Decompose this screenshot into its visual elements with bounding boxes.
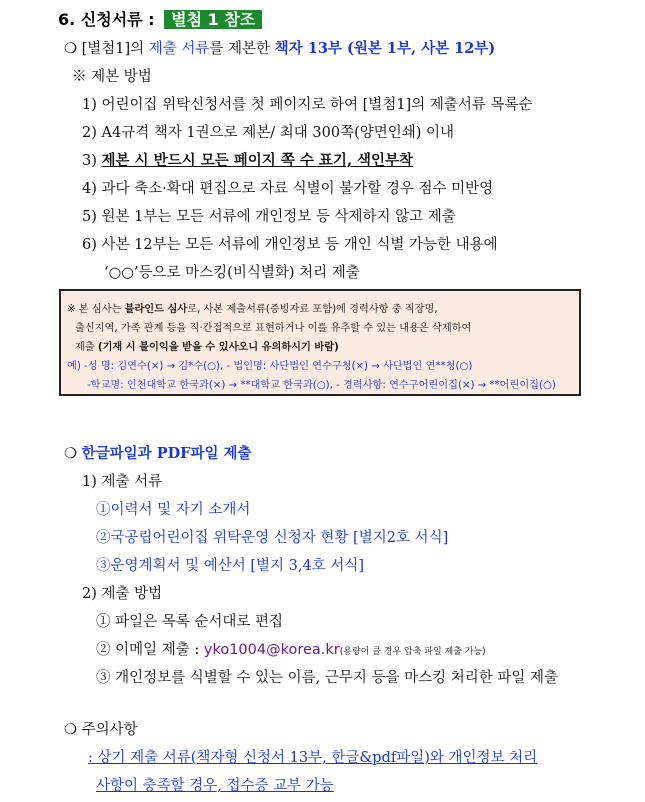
- file-submission-title: 한글파일과 PDF파일 제출: [81, 445, 252, 462]
- lead-text: [별첨1]의: [81, 41, 149, 57]
- binding-method-title: ※ 제본 방법: [72, 69, 152, 85]
- method-item-2: 2) A4규격 책자 1권으로 제본/ 최대 300쪽(양면인쇄) 이내: [82, 125, 455, 141]
- method-item-4: 4) 과다 축소·확대 편집으로 자료 식별이 불가할 경우 점수 미반영: [82, 181, 494, 197]
- notice-blind: 블라인드 심사: [124, 304, 188, 315]
- lead-count: 책자 13부 (원본 1부, 사본 12부): [274, 40, 496, 57]
- step-number: ②: [96, 642, 111, 658]
- email-link[interactable]: yko1004@korea.kr: [203, 642, 340, 658]
- notice-example-2: -학교명: 인천대학교 한국과(×) → **대학교 한국과(○), - 경력사항: 연수구어린이집(×) → **어린이집(○): [87, 380, 556, 391]
- step-number: ①: [96, 614, 111, 630]
- step-text: 개인정보를 식별할 수 있는 이름, 근무지 등을 마스킹 처리한 파일 제출: [115, 670, 559, 686]
- lead-text-2: 를 제본한: [209, 41, 275, 57]
- notice-line-3: [75, 338, 339, 353]
- blind-review-notice: [59, 289, 581, 396]
- section-heading: [58, 7, 262, 30]
- attachment-tag: 별첨 1 참조: [164, 10, 262, 29]
- method-item-3: [82, 149, 413, 170]
- method-item-5: 5) 원본 1부는 모든 서류에 개인정보 등 삭제하지 않고 제출: [82, 209, 456, 225]
- caution-title: 주의사항: [81, 722, 138, 738]
- doc-item-2: ②국공립어린이집 위탁운영 신청자 현황 [별지2호 서식]: [96, 530, 449, 546]
- method-item-6-cont: ‘○○’등으로 마스킹(비식별화) 처리 제출: [104, 265, 360, 281]
- caution-line-2: 사항이 충족할 경우, 접수증 교부 가능: [96, 778, 334, 794]
- submission-line: [64, 37, 495, 58]
- lead-docs: 제출 서류: [148, 41, 210, 57]
- notice-text-2: 로, 사본 제출서류(증빙자료 포함)에 경력사항 중 직장명,: [187, 304, 438, 315]
- bullet-icon: ❍: [64, 446, 77, 462]
- notice-example-1: 예) -성 명: 김연수(×) → 김*수(○), - 법인명: 사단법인 연수구청(×) → 사단법인 연**청(○): [67, 361, 473, 372]
- method-step-3: [96, 666, 558, 687]
- step-text: 이메일 제출 :: [115, 642, 204, 658]
- item-number: 3): [82, 153, 97, 169]
- submission-method-label: 2) 제출 방법: [82, 586, 163, 602]
- file-submission-heading: [64, 442, 252, 463]
- step-text: 파일은 목록 순서대로 편집: [115, 614, 284, 630]
- notice-text-3: 제출: [75, 342, 98, 353]
- notice-line-2: 출신지역, 가족 관계 등을 직·간접적으로 표현하거나 이를 유추할 수 있는 내용은 삭제하여: [75, 323, 472, 334]
- heading-title: 6. 신청서류 :: [58, 10, 155, 29]
- caution-heading: [64, 718, 138, 739]
- method-item-1: 1) 어린이집 위탁신청서를 첫 페이지로 하여 [별첨1]의 제출서류 목록순: [82, 97, 533, 113]
- notice-line-1: [67, 300, 438, 315]
- method-step-1: [96, 610, 283, 631]
- email-note: (용량이 클 경우 압축 파일 제출 가능): [339, 647, 486, 657]
- doc-item-1: ①이력서 및 자기 소개서: [96, 502, 251, 518]
- bullet-icon: ❍: [64, 41, 77, 57]
- method-item-6: 6) 사본 12부는 모든 서류에 개인정보 등 개인 식별 가능한 내용에: [82, 237, 498, 253]
- method-step-2: [96, 638, 486, 659]
- doc-item-3: ③운영계획서 및 예산서 [별지 3,4호 서식]: [96, 558, 365, 574]
- item-emphasis: 제본 시 반드시 모든 페이지 쪽 수 표기, 색인부착: [101, 152, 414, 169]
- bullet-icon: ❍: [64, 722, 77, 738]
- notice-warning: (기재 시 불이익을 받을 수 있사오니 유의하시기 바람): [97, 342, 339, 353]
- caution-line-1: : 상기 제출 서류(책자형 신청서 13부, 한글&pdf파일)와 개인정보 처리: [88, 750, 538, 766]
- submission-docs-label: 1) 제출 서류: [82, 474, 163, 490]
- notice-text: ※ 본 심사는: [67, 304, 125, 315]
- step-number: ③: [96, 670, 111, 686]
